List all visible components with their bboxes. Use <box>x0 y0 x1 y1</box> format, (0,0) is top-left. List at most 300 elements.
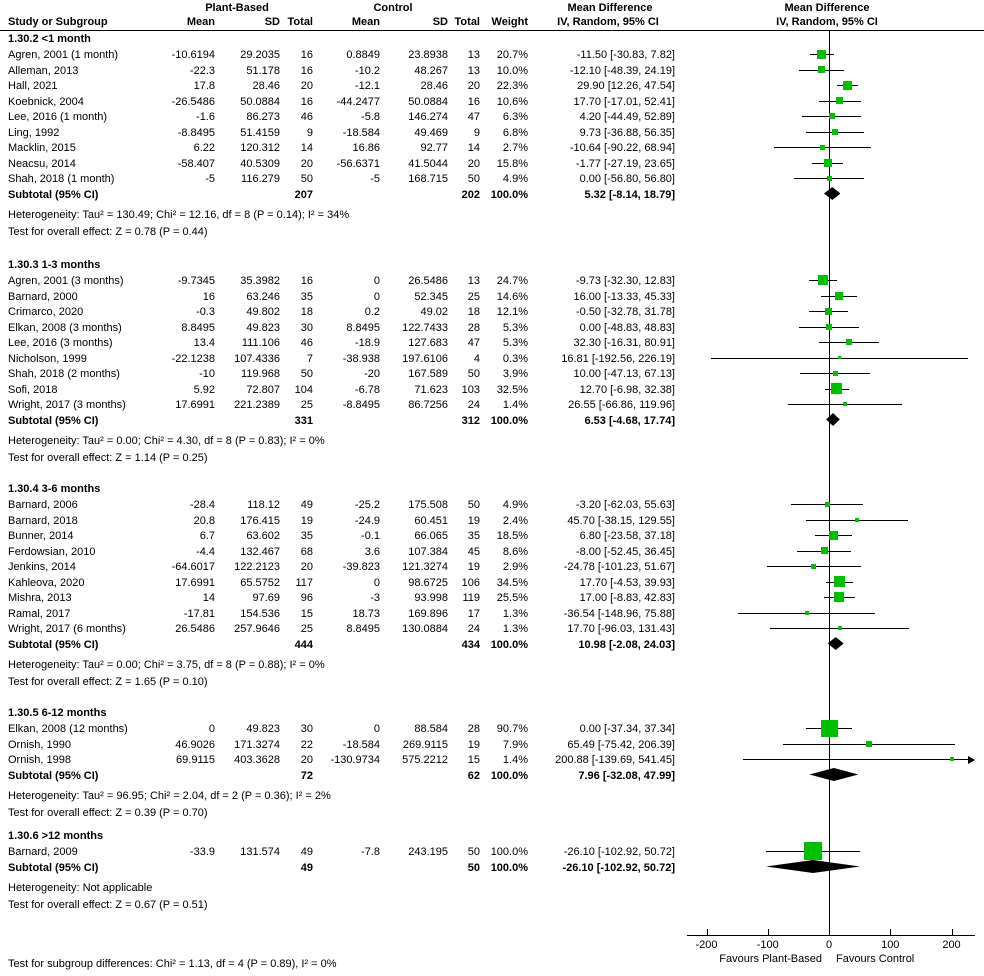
cell-ci: 17.70 [-96.03, 131.43] <box>567 623 675 635</box>
cell-sd1: 86.273 <box>246 111 280 123</box>
cell-sd2: 130.0884 <box>402 623 448 635</box>
cell-sd2: 28.46 <box>420 80 448 92</box>
cell-m1: -9.7345 <box>177 275 215 287</box>
cell-ci: -10.64 [-90.22, 68.94] <box>569 142 675 154</box>
effect-square <box>866 741 872 747</box>
cell-m1: -8.8495 <box>177 126 215 139</box>
cell-m1: 8.8495 <box>181 321 215 334</box>
cell-sd2: 146.274 <box>408 111 448 123</box>
md-method-left: IV, Random, 95% CI <box>557 16 659 28</box>
cell-m1: 16 <box>202 290 215 303</box>
subtotal-n2: 62 <box>467 769 480 782</box>
cell-weight: 22.3% <box>496 80 528 92</box>
weight-header: Weight <box>491 16 528 28</box>
cell-n1: 35 <box>300 290 313 303</box>
cell-m1: -4.4 <box>196 545 215 558</box>
effect-square <box>821 547 828 554</box>
cell-ci: 0.00 [-56.80, 56.80] <box>579 173 675 185</box>
study-name: Jenkins, 2014 <box>8 561 76 573</box>
cell-m2: -18.584 <box>342 126 380 139</box>
cell-sd2: 127.683 <box>408 337 448 349</box>
cell-weight: 6.3% <box>502 111 528 123</box>
cell-sd1: 120.312 <box>240 142 280 154</box>
cell-n1: 104 <box>294 383 313 396</box>
cell-m1: 46.9026 <box>175 738 215 751</box>
cell-n2: 13 <box>467 275 480 287</box>
cell-m2: 0 <box>373 275 380 287</box>
cell-sd1: 107.4336 <box>234 352 280 365</box>
cell-weight: 4.9% <box>502 499 528 511</box>
cell-sd2: 60.451 <box>414 514 448 527</box>
cell-m2: 0 <box>373 723 380 735</box>
cell-weight: 100.0% <box>490 846 528 858</box>
cell-sd2: 66.065 <box>414 530 448 542</box>
cell-weight: 1.3% <box>502 623 528 635</box>
cell-weight: 2.4% <box>502 514 528 527</box>
subtotal-label: Subtotal (95% CI) <box>8 414 99 427</box>
subtotal-label: Subtotal (95% CI) <box>8 188 99 201</box>
cell-m2: 0 <box>373 290 380 303</box>
cell-n1: 96 <box>300 592 313 604</box>
cell-m1: -10 <box>199 368 215 380</box>
cell-m1: 26.5486 <box>175 623 215 635</box>
cell-weight: 12.1% <box>496 306 528 318</box>
cell-weight: 8.6% <box>502 545 528 558</box>
cell-sd2: 98.6725 <box>408 576 448 589</box>
cell-m2: 0.8849 <box>346 49 380 61</box>
study-name: Ramal, 2017 <box>8 607 71 620</box>
heterogeneity-note: Heterogeneity: Tau² = 96.95; Chi² = 2.04, df = 2 (P = 0.36); I² = 2% <box>8 789 331 802</box>
cell-weight: 1.3% <box>502 607 528 620</box>
cell-weight: 5.3% <box>502 337 528 349</box>
cell-n1: 68 <box>300 545 313 558</box>
effect-square <box>836 97 843 104</box>
effect-square <box>843 81 852 90</box>
effect-square <box>805 611 809 615</box>
cell-weight: 34.5% <box>496 576 528 589</box>
effect-square <box>843 402 847 406</box>
cell-ci: 32.30 [-16.31, 80.91] <box>573 337 675 349</box>
effect-square <box>825 502 830 507</box>
cell-m2: -7.8 <box>361 846 380 858</box>
cell-ci: -11.50 [-30.83, 7.82] <box>576 49 675 61</box>
cell-n2: 19 <box>467 561 480 573</box>
cell-n2: 47 <box>467 111 480 123</box>
cell-sd1: 116.279 <box>241 173 280 185</box>
subtotal-weight: 100.0% <box>490 188 528 201</box>
cell-m1: 0 <box>208 723 215 735</box>
cell-m2: -8.8495 <box>342 399 380 411</box>
subgroup-difference-note: Test for subgroup differences: Chi² = 1.13, df = 4 (P = 0.89), I² = 0% <box>8 958 337 970</box>
cell-n2: 50 <box>467 368 480 380</box>
cell-m1: -22.1238 <box>171 352 215 365</box>
effect-square <box>817 50 826 59</box>
cell-n1: 19 <box>300 514 313 527</box>
study-name: Barnard, 2009 <box>8 846 78 858</box>
cell-weight: 3.9% <box>502 368 528 380</box>
axis-tick-label: -100 <box>756 939 779 951</box>
cell-n2: 20 <box>467 80 480 92</box>
cell-m2: -3 <box>370 592 380 604</box>
cell-n2: 50 <box>467 173 480 185</box>
subtotal-n2: 312 <box>461 414 480 427</box>
cell-weight: 18.5% <box>496 530 528 542</box>
cell-n2: 4 <box>473 352 480 365</box>
md-method-right: IV, Random, 95% CI <box>776 16 878 28</box>
cell-weight: 6.8% <box>502 126 528 139</box>
cell-n2: 14 <box>467 142 480 154</box>
cell-m1: -10.6194 <box>171 49 215 61</box>
axis-tick-label: 0 <box>825 939 833 951</box>
overall-effect-note: Test for overall effect: Z = 0.67 (P = 0.51) <box>8 898 208 911</box>
cell-m2: -6.78 <box>354 383 380 396</box>
study-name: Barnard, 2000 <box>8 290 78 303</box>
cell-sd1: 119.968 <box>241 368 280 380</box>
cell-m2: -18.9 <box>354 337 380 349</box>
cell-n2: 50 <box>467 499 480 511</box>
cell-m1: 6.22 <box>193 142 215 154</box>
cell-ci: 17.00 [-8.83, 42.83] <box>579 592 675 604</box>
cell-sd1: 49.823 <box>246 321 280 334</box>
cell-n2: 13 <box>467 49 480 61</box>
overall-effect-note: Test for overall effect: Z = 0.39 (P = 0.70) <box>8 806 208 819</box>
cell-m1: 13.4 <box>193 337 215 349</box>
cell-sd2: 168.715 <box>408 173 448 185</box>
cell-m2: -25.2 <box>354 499 380 511</box>
subtotal-n1: 49 <box>300 861 313 874</box>
cell-m2: -38.938 <box>342 352 380 365</box>
study-name: Koebnick, 2004 <box>8 95 84 108</box>
study-name: Kahleova, 2020 <box>8 576 85 589</box>
effect-square <box>825 308 832 315</box>
subtotal-ci: 5.32 [-8.14, 18.79] <box>584 188 675 201</box>
cell-n2: 19 <box>467 514 480 527</box>
cell-sd1: 131.574 <box>240 846 280 858</box>
effect-square <box>835 292 843 300</box>
cell-n1: 16 <box>300 64 313 77</box>
section-title: 1.30.3 1-3 months <box>8 259 101 271</box>
cell-m2: -20 <box>364 368 380 380</box>
cell-n1: 16 <box>300 275 313 287</box>
cell-sd1: 111.106 <box>241 337 280 349</box>
effect-square <box>832 129 838 135</box>
section-title: 1.30.4 3-6 months <box>8 483 101 495</box>
cell-sd1: 132.467 <box>240 545 280 558</box>
cell-m2: 0.2 <box>364 306 380 318</box>
cell-n1: 20 <box>300 754 313 766</box>
group1-title: Plant-Based <box>205 2 269 14</box>
study-name: Wright, 2017 (6 months) <box>8 623 126 635</box>
study-name: Crimarco, 2020 <box>8 306 84 318</box>
effect-square <box>834 592 844 602</box>
cell-m2: 8.8495 <box>346 623 380 635</box>
study-name: Sofi, 2018 <box>8 383 58 396</box>
cell-n1: 25 <box>300 623 313 635</box>
axis-tick-label: 200 <box>942 939 961 951</box>
cell-n2: 9 <box>473 126 480 139</box>
cell-n2: 106 <box>461 576 480 589</box>
cell-n1: 22 <box>300 738 313 751</box>
cell-n2: 28 <box>467 723 480 735</box>
effect-square <box>829 113 835 119</box>
cell-ci: 0.00 [-37.34, 37.34] <box>579 723 675 735</box>
cell-n2: 19 <box>467 738 480 751</box>
axis-tick <box>829 929 830 936</box>
subtotal-n1: 331 <box>294 414 313 427</box>
cell-sd2: 50.0884 <box>408 95 448 108</box>
cell-n2: 50 <box>467 846 480 858</box>
cell-m2: 16.86 <box>352 142 380 154</box>
cell-sd2: 48.267 <box>414 64 448 77</box>
cell-m1: 17.8 <box>193 80 215 92</box>
heterogeneity-note: Heterogeneity: Not applicable <box>8 881 153 894</box>
cell-sd1: 171.3274 <box>234 738 280 751</box>
cell-sd2: 92.77 <box>420 142 448 154</box>
cell-weight: 20.7% <box>496 49 528 61</box>
study-name: Mishra, 2013 <box>8 592 72 604</box>
effect-square <box>829 531 838 540</box>
cell-n1: 46 <box>300 111 313 123</box>
cell-n2: 35 <box>467 530 480 542</box>
cell-sd1: 221.2389 <box>234 399 280 411</box>
cell-n1: 7 <box>306 352 313 365</box>
study-name: Neacsu, 2014 <box>8 157 76 170</box>
cell-ci: 29.90 [12.26, 47.54] <box>577 80 675 92</box>
plant-sd-header: SD <box>264 16 280 28</box>
cell-m2: -5.8 <box>361 111 380 123</box>
effect-square <box>838 626 842 630</box>
subtotal-weight: 100.0% <box>490 414 528 427</box>
cell-weight: 24.7% <box>496 275 528 287</box>
cell-ci: 6.80 [-23.58, 37.18] <box>579 530 675 542</box>
overall-effect-note: Test for overall effect: Z = 1.65 (P = 0.10) <box>8 675 208 688</box>
subtotal-n2: 50 <box>467 861 480 874</box>
cell-n2: 24 <box>467 399 480 411</box>
effect-square <box>831 383 842 394</box>
control-total-header: Total <box>454 16 480 28</box>
cell-n1: 35 <box>300 530 313 542</box>
axis-tick <box>890 929 891 936</box>
cell-m1: -0.3 <box>196 306 215 318</box>
cell-sd1: 97.69 <box>252 592 280 604</box>
subtotal-label: Subtotal (95% CI) <box>8 861 99 874</box>
cell-m2: 18.73 <box>352 607 380 620</box>
subtotal-ci: -26.10 [-102.92, 50.72] <box>562 861 675 874</box>
cell-ci: 16.81 [-192.56, 226.19] <box>561 352 675 365</box>
cell-n2: 13 <box>467 64 480 77</box>
cell-n2: 47 <box>467 337 480 349</box>
cell-ci: -8.00 [-52.45, 36.45] <box>575 545 675 558</box>
cell-sd2: 23.8938 <box>408 49 448 61</box>
cell-n1: 49 <box>300 846 313 858</box>
cell-ci: -26.10 [-102.92, 50.72] <box>563 846 675 858</box>
cell-n2: 24 <box>467 623 480 635</box>
subtotal-weight: 100.0% <box>490 638 528 651</box>
control-sd-header: SD <box>432 16 448 28</box>
subtotal-weight: 100.0% <box>490 861 528 874</box>
cell-ci: 17.70 [-17.01, 52.41] <box>573 95 675 108</box>
subtotal-diamond <box>766 860 860 873</box>
overall-effect-note: Test for overall effect: Z = 0.78 (P = 0.44) <box>8 225 208 238</box>
cell-sd2: 243.195 <box>408 846 448 858</box>
cell-m2: -5 <box>370 173 380 185</box>
control-mean-header: Mean <box>351 16 380 28</box>
cell-sd2: 575.2212 <box>402 754 448 766</box>
cell-n1: 49 <box>300 499 313 511</box>
cell-ci: -0.50 [-32.78, 31.78] <box>575 306 675 318</box>
cell-ci: 26.55 [-66.86, 119.96] <box>568 399 675 411</box>
study-name: Wright, 2017 (3 months) <box>8 399 126 411</box>
cell-n2: 28 <box>467 321 480 334</box>
cell-ci: 10.00 [-47.13, 67.13] <box>573 368 675 380</box>
cell-weight: 4.9% <box>502 173 528 185</box>
cell-n2: 18 <box>467 306 480 318</box>
cell-m1: 17.6991 <box>175 399 215 411</box>
cell-n1: 16 <box>300 95 313 108</box>
cell-sd2: 52.345 <box>414 290 448 303</box>
cell-sd1: 63.602 <box>246 530 280 542</box>
plant-mean-header: Mean <box>186 16 215 28</box>
cell-n1: 117 <box>295 576 313 589</box>
subtotal-label: Subtotal (95% CI) <box>8 769 99 782</box>
cell-m1: -22.3 <box>189 64 215 77</box>
cell-sd1: 257.9646 <box>234 623 280 635</box>
subtotal-n1: 444 <box>294 638 313 651</box>
cell-sd1: 122.2123 <box>234 561 280 573</box>
effect-square <box>846 339 852 345</box>
study-name: Lee, 2016 (1 month) <box>8 111 108 123</box>
effect-square <box>826 324 832 330</box>
cell-n2: 45 <box>467 545 480 558</box>
subtotal-n1: 72 <box>300 769 313 782</box>
cell-sd2: 121.3274 <box>402 561 448 573</box>
effect-square <box>950 757 954 761</box>
cell-n1: 9 <box>306 126 313 139</box>
cell-ci: 16.00 [-13.33, 45.33] <box>573 290 675 303</box>
overall-effect-note: Test for overall effect: Z = 1.14 (P = 0.25) <box>8 451 208 464</box>
effect-square <box>833 371 838 376</box>
cell-sd2: 26.5486 <box>408 275 448 287</box>
effect-square <box>827 176 832 181</box>
cell-weight: 7.9% <box>502 738 528 751</box>
cell-ci: 4.20 [-44.49, 52.89] <box>579 111 675 123</box>
cell-m2: -18.584 <box>342 738 380 751</box>
study-name: Ferdowsian, 2010 <box>8 545 96 558</box>
subtotal-diamond <box>824 187 840 200</box>
cell-ci: 17.70 [-4.53, 39.93] <box>579 576 675 589</box>
favours-right-label: Favours Control <box>836 953 915 965</box>
cell-n2: 15 <box>467 754 480 766</box>
cell-m1: 6.7 <box>199 530 215 542</box>
cell-sd2: 167.589 <box>408 368 448 380</box>
cell-m1: -64.6017 <box>171 561 215 573</box>
cell-ci: 9.73 [-36.88, 56.35] <box>579 126 675 139</box>
subtotal-ci: 6.53 [-4.68, 17.74] <box>584 414 675 427</box>
cell-sd2: 169.896 <box>408 607 448 620</box>
cell-m2: -24.9 <box>354 514 380 527</box>
cell-sd2: 49.469 <box>414 126 448 139</box>
cell-n1: 15 <box>300 607 313 620</box>
cell-m1: 17.6991 <box>175 576 215 589</box>
group2-title: Control <box>373 2 413 14</box>
cell-m1: 14 <box>202 592 215 604</box>
cell-sd2: 93.998 <box>414 592 448 604</box>
cell-sd1: 49.823 <box>246 723 280 735</box>
cell-n1: 30 <box>300 723 313 735</box>
cell-ci: -1.77 [-27.19, 23.65] <box>575 157 675 170</box>
cell-ci: 200.88 [-139.69, 541.45] <box>555 754 675 766</box>
cell-weight: 5.3% <box>502 321 528 334</box>
cell-n1: 20 <box>300 80 313 92</box>
effect-square <box>804 842 822 860</box>
cell-m2: 8.8495 <box>346 321 380 334</box>
cell-ci: -3.20 [-62.03, 55.63] <box>575 499 675 511</box>
cell-weight: 10.0% <box>496 64 528 77</box>
cell-m1: 5.92 <box>193 383 215 396</box>
cell-ci: -36.54 [-148.96, 75.88] <box>563 607 675 620</box>
cell-weight: 1.4% <box>502 754 528 766</box>
effect-square <box>820 145 825 150</box>
axis-line <box>687 935 975 936</box>
cell-n1: 25 <box>300 399 313 411</box>
effect-square <box>855 518 859 522</box>
section-title: 1.30.6 >12 months <box>8 830 104 842</box>
study-name: Agren, 2001 (3 months) <box>8 275 124 287</box>
cell-n2: 119 <box>462 592 480 604</box>
cell-weight: 14.6% <box>496 290 528 303</box>
cell-m2: -56.6371 <box>336 157 380 170</box>
cell-m2: -12.1 <box>354 80 380 92</box>
cell-m1: -58.407 <box>177 157 215 170</box>
cell-n1: 20 <box>300 157 313 170</box>
cell-sd2: 175.508 <box>408 499 448 511</box>
effect-square <box>818 66 825 73</box>
study-name: Nicholson, 1999 <box>8 352 87 365</box>
cell-m2: -44.2477 <box>336 95 380 108</box>
effect-square <box>821 720 838 737</box>
study-col-header: Study or Subgroup <box>8 16 108 28</box>
cell-n1: 30 <box>300 321 313 334</box>
axis-tick <box>768 929 769 936</box>
cell-sd2: 107.384 <box>408 545 448 558</box>
cell-weight: 90.7% <box>496 723 528 735</box>
subtotal-n1: 207 <box>294 188 313 201</box>
cell-ci: 65.49 [-75.42, 206.39] <box>567 738 675 751</box>
heterogeneity-note: Heterogeneity: Tau² = 0.00; Chi² = 4.30, df = 8 (P = 0.83); I² = 0% <box>8 434 325 447</box>
axis-tick <box>707 929 708 936</box>
cell-m2: 3.6 <box>364 545 380 558</box>
cell-sd1: 176.415 <box>240 514 280 527</box>
cell-n1: 20 <box>300 561 313 573</box>
study-name: Barnard, 2018 <box>8 514 78 527</box>
cell-sd2: 88.584 <box>414 723 448 735</box>
cell-ci: 12.70 [-6.98, 32.38] <box>579 383 675 396</box>
effect-square <box>834 576 845 587</box>
cell-weight: 25.5% <box>496 592 528 604</box>
subtotal-ci: 7.96 [-32.08, 47.99] <box>578 769 675 782</box>
section-title: 1.30.5 6-12 months <box>8 707 107 719</box>
cell-sd1: 118.12 <box>247 499 280 511</box>
cell-sd2: 49.02 <box>420 306 448 318</box>
cell-m2: -0.1 <box>361 530 380 542</box>
md-title-left: Mean Difference <box>567 2 653 14</box>
cell-m1: -33.9 <box>189 846 215 858</box>
heterogeneity-note: Heterogeneity: Tau² = 130.49; Chi² = 12.16, df = 8 (P = 0.14); I² = 34% <box>8 208 350 221</box>
study-name: Bunner, 2014 <box>8 530 74 542</box>
cell-weight: 15.8% <box>496 157 528 170</box>
cell-m2: 0 <box>373 576 380 589</box>
effect-square <box>818 275 828 285</box>
